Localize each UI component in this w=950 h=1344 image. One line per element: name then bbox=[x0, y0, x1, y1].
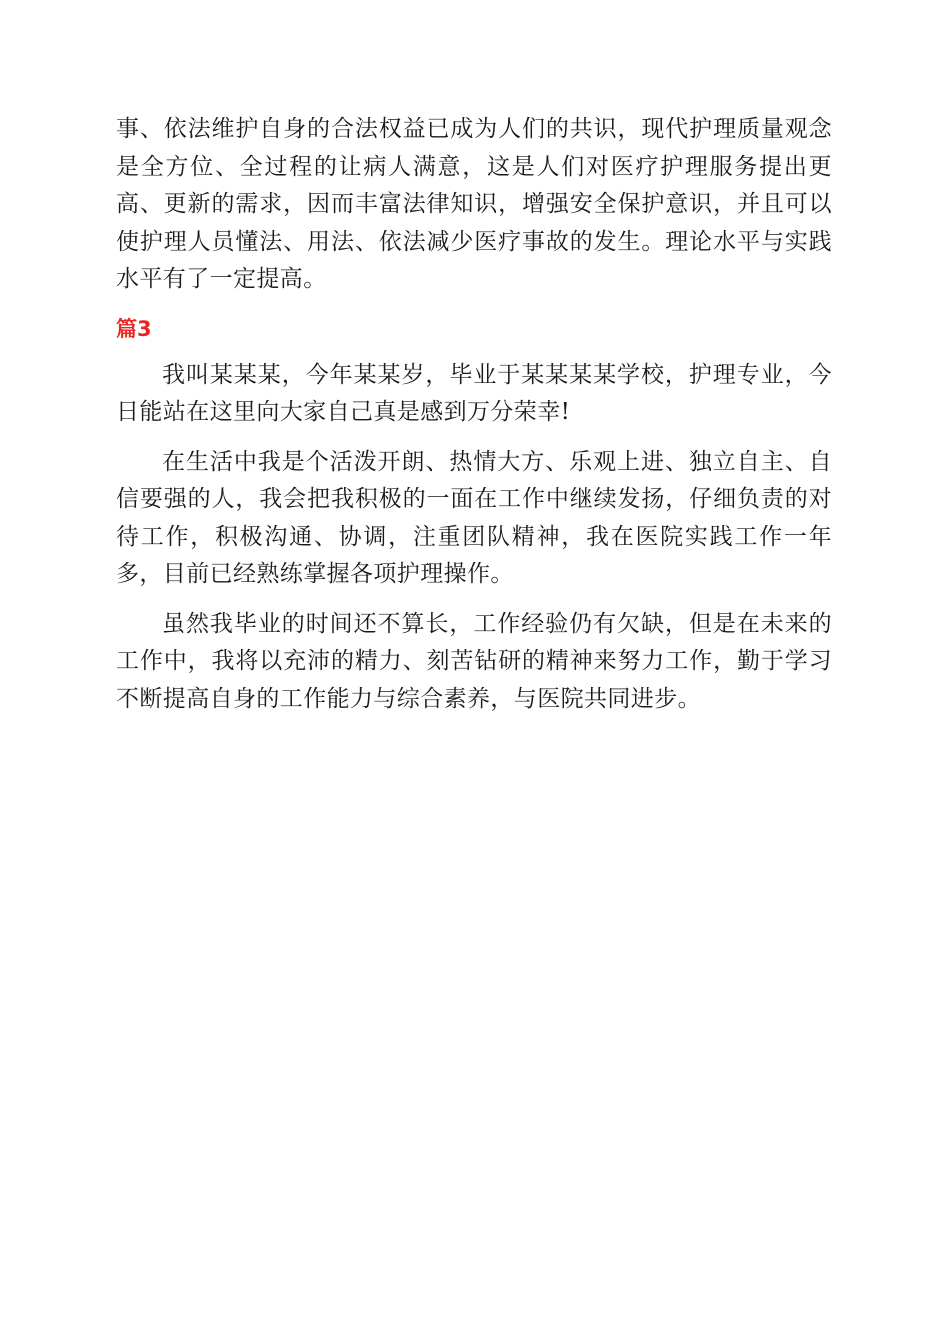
continuation-paragraph: 事、依法维护自身的合法权益已成为人们的共识，现代护理质量观念是全方位、全过程的让病人满意，这是人们对医疗护理服务提出更高、更新的需求，因而丰富法律知识，增强安全保护意识，并且可以使护理人员懂法、用法、依法减少医疗事故的发生。理论水平与实践水平有了一定提高。 bbox=[116, 116, 832, 292]
paragraph-intro: 我叫某某某，今年某某岁，毕业于某某某某学校，护理专业，今日能站在这里向大家自己真是感到万分荣幸! bbox=[116, 361, 832, 425]
paragraph-future: 虽然我毕业的时间还不算长，工作经验仍有欠缺，但是在未来的工作中，我将以充沛的精力、刻苦钻研的精神来努力工作，勤于学习不断提高自身的工作能力与综合素养，与医院共同进步。 bbox=[116, 610, 832, 712]
paragraph-personality: 在生活中我是个活泼开朗、热情大方、乐观上进、独立自主、自信要强的人，我会把我积极的一面在工作中继续发扬，仔细负责的对待工作，积极沟通、协调，注重团队精神，我在医院实践工作一年多，目前已经熟练掌握各项护理操作。 bbox=[116, 448, 832, 587]
document-body bbox=[116, 111, 832, 718]
section-heading: 篇3 bbox=[116, 316, 152, 341]
